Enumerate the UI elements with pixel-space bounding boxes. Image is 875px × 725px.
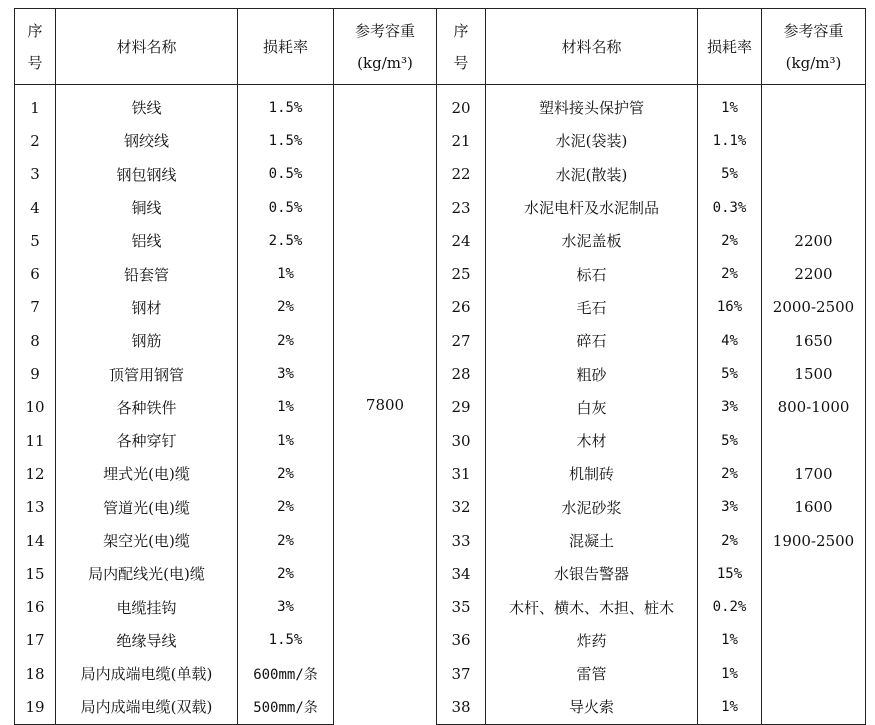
table-row xyxy=(15,158,866,191)
cell-density: 1600 xyxy=(762,491,866,524)
table-row xyxy=(15,257,866,290)
cell-loss-rate: 5% xyxy=(698,424,762,457)
header-name-left: 材料名称 xyxy=(56,9,238,85)
cell-seq: 20 xyxy=(437,85,486,125)
cell-loss-rate: 2% xyxy=(698,524,762,557)
cell-seq: 15 xyxy=(15,557,56,590)
cell-material-name: 绝缘导线 xyxy=(56,624,238,657)
cell-loss-rate: 3% xyxy=(238,590,334,623)
cell-loss-rate: 600mm/条 xyxy=(238,657,334,690)
cell-density xyxy=(762,424,866,457)
cell-material-name: 铁线 xyxy=(56,85,238,125)
cell-density: 2000-2500 xyxy=(762,291,866,324)
cell-loss-rate: 1% xyxy=(238,257,334,290)
header-loss-right: 损耗率 xyxy=(698,9,762,85)
cell-material-name: 各种穿钉 xyxy=(56,424,238,457)
cell-material-name: 混凝土 xyxy=(486,524,698,557)
cell-seq: 28 xyxy=(437,357,486,390)
cell-seq: 3 xyxy=(15,158,56,191)
table-row xyxy=(15,124,866,157)
header-seq-right: 序 号 xyxy=(437,9,486,85)
header-name-right: 材料名称 xyxy=(486,9,698,85)
material-loss-table xyxy=(14,8,866,725)
table-row xyxy=(15,457,866,490)
cell-seq: 32 xyxy=(437,491,486,524)
cell-seq: 9 xyxy=(15,357,56,390)
cell-loss-rate: 1.1% xyxy=(698,124,762,157)
cell-seq: 30 xyxy=(437,424,486,457)
cell-density: 1700 xyxy=(762,457,866,490)
cell-material-name: 钢包钢线 xyxy=(56,158,238,191)
cell-material-name: 局内配线光(电)缆 xyxy=(56,557,238,590)
table-row xyxy=(15,657,866,690)
cell-loss-rate: 2% xyxy=(238,457,334,490)
cell-loss-rate: 2% xyxy=(238,491,334,524)
cell-material-name: 标石 xyxy=(486,257,698,290)
cell-material-name: 水泥砂浆 xyxy=(486,491,698,524)
table-row xyxy=(15,224,866,257)
header-row xyxy=(15,9,866,85)
cell-loss-rate: 2% xyxy=(238,324,334,357)
cell-material-name: 木杆、横木、木担、桩木 xyxy=(486,590,698,623)
cell-seq: 21 xyxy=(437,124,486,157)
cell-seq: 26 xyxy=(437,291,486,324)
table-row xyxy=(15,85,866,125)
cell-material-name: 顶管用钢管 xyxy=(56,357,238,390)
cell-density xyxy=(762,590,866,623)
cell-loss-rate: 1% xyxy=(698,690,762,724)
cell-material-name: 电缆挂钩 xyxy=(56,590,238,623)
cell-seq: 13 xyxy=(15,491,56,524)
cell-loss-rate: 0.5% xyxy=(238,191,334,224)
header-density-left: 参考容重 (kg/m³) xyxy=(334,9,437,85)
table-row xyxy=(15,424,866,457)
cell-seq: 22 xyxy=(437,158,486,191)
cell-density xyxy=(762,85,866,125)
cell-density xyxy=(762,657,866,690)
cell-density xyxy=(762,124,866,157)
cell-loss-rate: 1% xyxy=(698,85,762,125)
cell-seq: 37 xyxy=(437,657,486,690)
cell-density: 2200 xyxy=(762,224,866,257)
cell-material-name: 铅套管 xyxy=(56,257,238,290)
cell-seq: 33 xyxy=(437,524,486,557)
cell-loss-rate: 2% xyxy=(698,457,762,490)
cell-seq: 27 xyxy=(437,324,486,357)
cell-material-name: 塑料接头保护管 xyxy=(486,85,698,125)
cell-seq: 16 xyxy=(15,590,56,623)
cell-loss-rate: 1% xyxy=(238,424,334,457)
cell-density xyxy=(762,158,866,191)
cell-material-name: 各种铁件 xyxy=(56,391,238,424)
cell-material-name: 水银告警器 xyxy=(486,557,698,590)
cell-material-name: 管道光(电)缆 xyxy=(56,491,238,524)
cell-loss-rate: 3% xyxy=(698,491,762,524)
table-row xyxy=(15,624,866,657)
table-row xyxy=(15,191,866,224)
cell-seq: 18 xyxy=(15,657,56,690)
table-row xyxy=(15,357,866,390)
cell-material-name: 白灰 xyxy=(486,391,698,424)
cell-density-merged: 7800 xyxy=(334,85,437,725)
header-seq-left: 序 号 xyxy=(15,9,56,85)
cell-loss-rate: 0.5% xyxy=(238,158,334,191)
cell-loss-rate: 500mm/条 xyxy=(238,690,334,724)
cell-loss-rate: 4% xyxy=(698,324,762,357)
cell-seq: 24 xyxy=(437,224,486,257)
cell-density xyxy=(762,191,866,224)
cell-seq: 5 xyxy=(15,224,56,257)
cell-seq: 7 xyxy=(15,291,56,324)
cell-material-name: 铝线 xyxy=(56,224,238,257)
cell-material-name: 水泥电杆及水泥制品 xyxy=(486,191,698,224)
cell-seq: 4 xyxy=(15,191,56,224)
cell-material-name: 导火索 xyxy=(486,690,698,724)
cell-seq: 19 xyxy=(15,690,56,724)
cell-material-name: 毛石 xyxy=(486,291,698,324)
cell-material-name: 铜线 xyxy=(56,191,238,224)
cell-seq: 11 xyxy=(15,424,56,457)
cell-loss-rate: 2% xyxy=(238,524,334,557)
table-row xyxy=(15,324,866,357)
cell-material-name: 埋式光(电)缆 xyxy=(56,457,238,490)
table-row xyxy=(15,391,866,424)
cell-loss-rate: 3% xyxy=(698,391,762,424)
cell-loss-rate: 1.5% xyxy=(238,85,334,125)
table-row xyxy=(15,590,866,623)
cell-loss-rate: 2.5% xyxy=(238,224,334,257)
table-row xyxy=(15,524,866,557)
cell-loss-rate: 1.5% xyxy=(238,624,334,657)
cell-material-name: 水泥(袋装) xyxy=(486,124,698,157)
cell-density: 1900-2500 xyxy=(762,524,866,557)
cell-seq: 31 xyxy=(437,457,486,490)
cell-seq: 23 xyxy=(437,191,486,224)
cell-material-name: 碎石 xyxy=(486,324,698,357)
table-row xyxy=(15,557,866,590)
cell-seq: 25 xyxy=(437,257,486,290)
cell-material-name: 木材 xyxy=(486,424,698,457)
table-row xyxy=(15,690,866,724)
cell-seq: 10 xyxy=(15,391,56,424)
cell-material-name: 局内成端电缆(单载) xyxy=(56,657,238,690)
header-loss-left: 损耗率 xyxy=(238,9,334,85)
cell-seq: 2 xyxy=(15,124,56,157)
cell-density: 1650 xyxy=(762,324,866,357)
cell-seq: 1 xyxy=(15,85,56,125)
cell-loss-rate: 2% xyxy=(698,257,762,290)
cell-loss-rate: 1% xyxy=(698,657,762,690)
table-row xyxy=(15,491,866,524)
cell-loss-rate: 1% xyxy=(698,624,762,657)
cell-loss-rate: 1.5% xyxy=(238,124,334,157)
cell-density: 2200 xyxy=(762,257,866,290)
cell-loss-rate: 15% xyxy=(698,557,762,590)
cell-material-name: 水泥盖板 xyxy=(486,224,698,257)
cell-loss-rate: 5% xyxy=(698,158,762,191)
cell-seq: 29 xyxy=(437,391,486,424)
cell-material-name: 钢材 xyxy=(56,291,238,324)
cell-material-name: 雷管 xyxy=(486,657,698,690)
cell-material-name: 水泥(散装) xyxy=(486,158,698,191)
cell-loss-rate: 1% xyxy=(238,391,334,424)
cell-loss-rate: 0.2% xyxy=(698,590,762,623)
cell-seq: 14 xyxy=(15,524,56,557)
table-row xyxy=(15,291,866,324)
cell-material-name: 炸药 xyxy=(486,624,698,657)
cell-density: 1500 xyxy=(762,357,866,390)
cell-seq: 36 xyxy=(437,624,486,657)
cell-loss-rate: 0.3% xyxy=(698,191,762,224)
cell-loss-rate: 16% xyxy=(698,291,762,324)
cell-material-name: 局内成端电缆(双载) xyxy=(56,690,238,724)
cell-material-name: 粗砂 xyxy=(486,357,698,390)
cell-material-name: 钢筋 xyxy=(56,324,238,357)
cell-density xyxy=(762,557,866,590)
cell-density xyxy=(762,624,866,657)
cell-seq: 17 xyxy=(15,624,56,657)
cell-density xyxy=(762,690,866,724)
cell-material-name: 架空光(电)缆 xyxy=(56,524,238,557)
cell-seq: 8 xyxy=(15,324,56,357)
cell-density: 800-1000 xyxy=(762,391,866,424)
cell-loss-rate: 2% xyxy=(698,224,762,257)
cell-loss-rate: 5% xyxy=(698,357,762,390)
cell-seq: 38 xyxy=(437,690,486,724)
cell-seq: 35 xyxy=(437,590,486,623)
header-density-right: 参考容重 (kg/m³) xyxy=(762,9,866,85)
cell-seq: 6 xyxy=(15,257,56,290)
cell-loss-rate: 3% xyxy=(238,357,334,390)
cell-loss-rate: 2% xyxy=(238,291,334,324)
cell-seq: 12 xyxy=(15,457,56,490)
cell-material-name: 钢绞线 xyxy=(56,124,238,157)
cell-seq: 34 xyxy=(437,557,486,590)
table-body xyxy=(15,85,866,725)
cell-loss-rate: 2% xyxy=(238,557,334,590)
cell-material-name: 机制砖 xyxy=(486,457,698,490)
